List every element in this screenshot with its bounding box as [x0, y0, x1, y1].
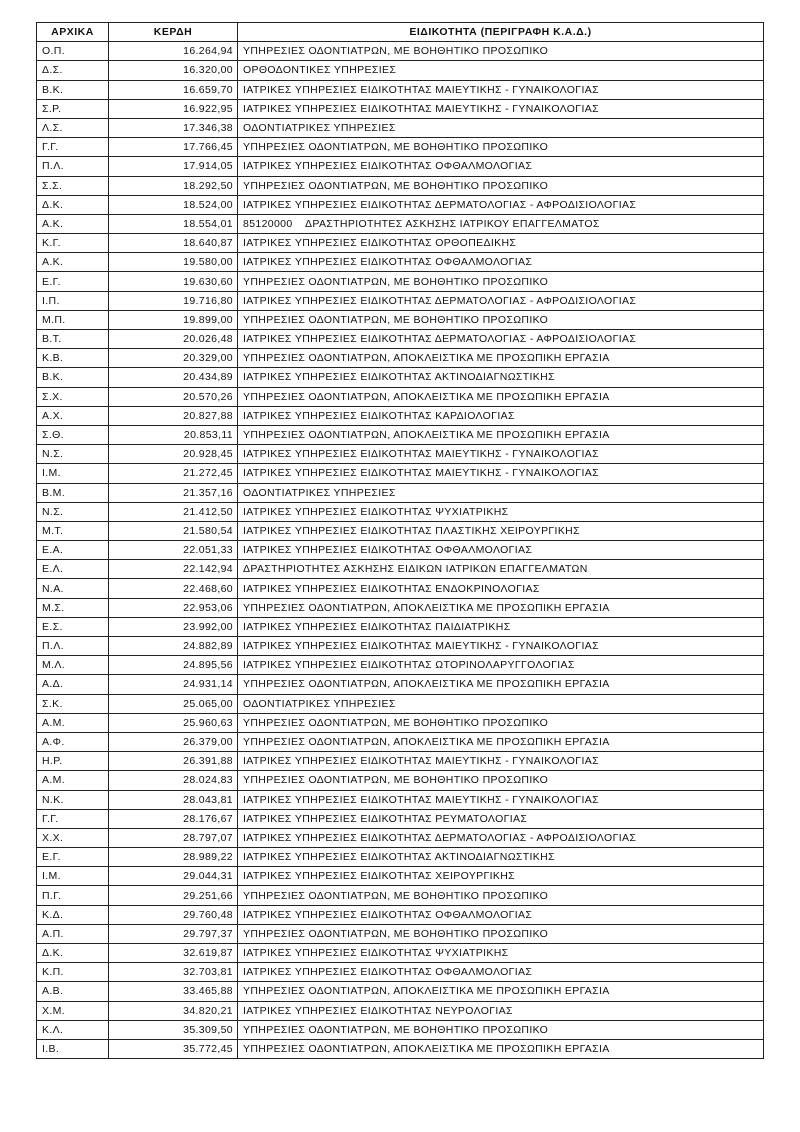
table-row — [37, 272, 764, 291]
table-row — [37, 771, 764, 790]
table-row — [37, 1020, 764, 1039]
specialty-cell: ΥΠΗΡΕΣΙΕΣ ΟΔΟΝΤΙΑΤΡΩΝ, ΜΕ ΒΟΗΘΗΤΙΚΟ ΠΡΟΣΩΠΙΚΟ — [238, 272, 764, 291]
earnings-cell: 19.716,80 — [109, 291, 238, 310]
specialty-cell: ΙΑΤΡΙΚΕΣ ΥΠΗΡΕΣΙΕΣ ΕΙΔΙΚΟΤΗΤΑΣ ΜΑΙΕΥΤΙΚΗΣ - ΓΥΝΑΙΚΟΛΟΓΙΑΣ — [238, 99, 764, 118]
earnings-cell: 16.320,00 — [109, 61, 238, 80]
specialty-cell: ΙΑΤΡΙΚΕΣ ΥΠΗΡΕΣΙΕΣ ΕΙΔΙΚΟΤΗΤΑΣ ΝΕΥΡΟΛΟΓΙΑΣ — [238, 1001, 764, 1020]
earnings-cell: 16.922,95 — [109, 99, 238, 118]
earnings-cell: 22.051,33 — [109, 541, 238, 560]
initials-cell: Σ.Κ. — [37, 694, 109, 713]
initials-cell: Α.Δ. — [37, 675, 109, 694]
initials-cell: Ι.Μ. — [37, 464, 109, 483]
initials-cell: Α.Κ. — [37, 214, 109, 233]
table-row — [37, 214, 764, 233]
specialty-cell: ΙΑΤΡΙΚΕΣ ΥΠΗΡΕΣΙΕΣ ΕΙΔΙΚΟΤΗΤΑΣ ΕΝΔΟΚΡΙΝΟΛΟΓΙΑΣ — [238, 579, 764, 598]
specialty-cell: ΥΠΗΡΕΣΙΕΣ ΟΔΟΝΤΙΑΤΡΩΝ, ΑΠΟΚΛΕΙΣΤΙΚΑ ΜΕ ΠΡΟΣΩΠΙΚΗ ΕΡΓΑΣΙΑ — [238, 732, 764, 751]
specialty-cell: ΥΠΗΡΕΣΙΕΣ ΟΔΟΝΤΙΑΤΡΩΝ, ΜΕ ΒΟΗΘΗΤΙΚΟ ΠΡΟΣΩΠΙΚΟ — [238, 42, 764, 61]
table-row — [37, 656, 764, 675]
table-row — [37, 560, 764, 579]
initials-cell: Σ.Θ. — [37, 425, 109, 444]
initials-cell: Σ.Σ. — [37, 176, 109, 195]
earnings-cell: 20.853,11 — [109, 425, 238, 444]
table-row — [37, 675, 764, 694]
table-row — [37, 637, 764, 656]
earnings-cell: 18.640,87 — [109, 234, 238, 253]
specialty-cell: ΙΑΤΡΙΚΕΣ ΥΠΗΡΕΣΙΕΣ ΕΙΔΙΚΟΤΗΤΑΣ ΟΦΘΑΛΜΟΛΟΓΙΑΣ — [238, 963, 764, 982]
initials-cell: Γ.Γ. — [37, 138, 109, 157]
earnings-cell: 20.329,00 — [109, 349, 238, 368]
initials-cell: Ν.Σ. — [37, 445, 109, 464]
earnings-cell: 17.914,05 — [109, 157, 238, 176]
initials-cell: Α.Φ. — [37, 732, 109, 751]
table-row — [37, 330, 764, 349]
table-row — [37, 790, 764, 809]
earnings-cell: 19.630,60 — [109, 272, 238, 291]
initials-cell: Α.Π. — [37, 924, 109, 943]
initials-cell: Ι.Π. — [37, 291, 109, 310]
initials-cell: Μ.Π. — [37, 310, 109, 329]
table-row — [37, 809, 764, 828]
specialty-cell: ΙΑΤΡΙΚΕΣ ΥΠΗΡΕΣΙΕΣ ΕΙΔΙΚΟΤΗΤΑΣ ΠΛΑΣΤΙΚΗΣ ΧΕΙΡΟΥΡΓΙΚΗΣ — [238, 521, 764, 540]
specialty-cell: ΥΠΗΡΕΣΙΕΣ ΟΔΟΝΤΙΑΤΡΩΝ, ΜΕ ΒΟΗΘΗΤΙΚΟ ΠΡΟΣΩΠΙΚΟ — [238, 310, 764, 329]
specialty-cell: 85120000 ΔΡΑΣΤΗΡΙΟΤΗΤΕΣ ΑΣΚΗΣΗΣ ΙΑΤΡΙΚΟΥ ΕΠΑΓΓΕΛΜΑΤΟΣ — [238, 214, 764, 233]
table-row — [37, 848, 764, 867]
earnings-cell: 28.043,81 — [109, 790, 238, 809]
table-row — [37, 752, 764, 771]
initials-cell: Β.Κ. — [37, 368, 109, 387]
initials-cell: Ν.Α. — [37, 579, 109, 598]
earnings-cell: 17.346,38 — [109, 118, 238, 137]
earnings-cell: 21.580,54 — [109, 521, 238, 540]
earnings-cell: 25.065,00 — [109, 694, 238, 713]
earnings-cell: 20.928,45 — [109, 445, 238, 464]
earnings-cell: 32.703,81 — [109, 963, 238, 982]
specialty-cell: ΙΑΤΡΙΚΕΣ ΥΠΗΡΕΣΙΕΣ ΕΙΔΙΚΟΤΗΤΑΣ ΔΕΡΜΑΤΟΛΟΓΙΑΣ - ΑΦΡΟΔΙΣΙΟΛΟΓΙΑΣ — [238, 291, 764, 310]
earnings-cell: 28.024,83 — [109, 771, 238, 790]
earnings-cell: 28.797,07 — [109, 828, 238, 847]
table-row — [37, 425, 764, 444]
specialty-cell: ΔΡΑΣΤΗΡΙΟΤΗΤΕΣ ΑΣΚΗΣΗΣ ΕΙΔΙΚΩΝ ΙΑΤΡΙΚΩΝ ΕΠΑΓΓΕΛΜΑΤΩΝ — [238, 560, 764, 579]
earnings-cell: 28.176,67 — [109, 809, 238, 828]
specialty-cell: ΙΑΤΡΙΚΕΣ ΥΠΗΡΕΣΙΕΣ ΕΙΔΙΚΟΤΗΤΑΣ ΨΥΧΙΑΤΡΙΚΗΣ — [238, 944, 764, 963]
table-row — [37, 118, 764, 137]
specialty-cell: ΟΡΘΟΔΟΝΤΙΚΕΣ ΥΠΗΡΕΣΙΕΣ — [238, 61, 764, 80]
specialty-cell: ΙΑΤΡΙΚΕΣ ΥΠΗΡΕΣΙΕΣ ΕΙΔΙΚΟΤΗΤΑΣ ΑΚΤΙΝΟΔΙΑΓΝΩΣΤΙΚΗΣ — [238, 368, 764, 387]
initials-cell: Ν.Σ. — [37, 502, 109, 521]
column-header-initials: ΑΡΧΙΚΑ — [37, 23, 109, 42]
initials-cell: Α.Χ. — [37, 406, 109, 425]
table-row — [37, 694, 764, 713]
initials-cell: Δ.Κ. — [37, 195, 109, 214]
earnings-cell: 19.580,00 — [109, 253, 238, 272]
table-row — [37, 905, 764, 924]
table-row — [37, 483, 764, 502]
initials-cell: Ι.Β. — [37, 1039, 109, 1058]
specialty-cell: ΙΑΤΡΙΚΕΣ ΥΠΗΡΕΣΙΕΣ ΕΙΔΙΚΟΤΗΤΑΣ ΡΕΥΜΑΤΟΛΟΓΙΑΣ — [238, 809, 764, 828]
initials-cell: Ε.Γ. — [37, 272, 109, 291]
initials-cell: Α.Μ. — [37, 771, 109, 790]
earnings-cell: 22.468,60 — [109, 579, 238, 598]
document-page — [36, 22, 763, 1059]
earnings-cell: 20.570,26 — [109, 387, 238, 406]
initials-cell: Α.Κ. — [37, 253, 109, 272]
earnings-cell: 23.992,00 — [109, 617, 238, 636]
initials-cell: Β.Κ. — [37, 80, 109, 99]
table-row — [37, 157, 764, 176]
earnings-cell: 18.292,50 — [109, 176, 238, 195]
earnings-cell: 18.554,01 — [109, 214, 238, 233]
table-row — [37, 310, 764, 329]
initials-cell: Π.Γ. — [37, 886, 109, 905]
initials-cell: Λ.Σ. — [37, 118, 109, 137]
table-header — [37, 23, 764, 42]
initials-cell: Ε.Λ. — [37, 560, 109, 579]
specialty-cell: ΥΠΗΡΕΣΙΕΣ ΟΔΟΝΤΙΑΤΡΩΝ, ΜΕ ΒΟΗΘΗΤΙΚΟ ΠΡΟΣΩΠΙΚΟ — [238, 1020, 764, 1039]
specialty-cell: ΙΑΤΡΙΚΕΣ ΥΠΗΡΕΣΙΕΣ ΕΙΔΙΚΟΤΗΤΑΣ ΟΦΘΑΛΜΟΛΟΓΙΑΣ — [238, 253, 764, 272]
specialty-cell: ΥΠΗΡΕΣΙΕΣ ΟΔΟΝΤΙΑΤΡΩΝ, ΜΕ ΒΟΗΘΗΤΙΚΟ ΠΡΟΣΩΠΙΚΟ — [238, 771, 764, 790]
specialty-cell: ΙΑΤΡΙΚΕΣ ΥΠΗΡΕΣΙΕΣ ΕΙΔΙΚΟΤΗΤΑΣ ΔΕΡΜΑΤΟΛΟΓΙΑΣ - ΑΦΡΟΔΙΣΙΟΛΟΓΙΑΣ — [238, 195, 764, 214]
initials-cell: Μ.Σ. — [37, 598, 109, 617]
specialty-cell: ΙΑΤΡΙΚΕΣ ΥΠΗΡΕΣΙΕΣ ΕΙΔΙΚΟΤΗΤΑΣ ΩΤΟΡΙΝΟΛΑΡΥΓΓΟΛΟΓΙΑΣ — [238, 656, 764, 675]
earnings-cell: 16.659,70 — [109, 80, 238, 99]
specialty-cell: ΙΑΤΡΙΚΕΣ ΥΠΗΡΕΣΙΕΣ ΕΙΔΙΚΟΤΗΤΑΣ ΔΕΡΜΑΤΟΛΟΓΙΑΣ - ΑΦΡΟΔΙΣΙΟΛΟΓΙΑΣ — [238, 828, 764, 847]
initials-cell: Π.Λ. — [37, 637, 109, 656]
earnings-cell: 29.044,31 — [109, 867, 238, 886]
initials-cell: Σ.Χ. — [37, 387, 109, 406]
table-row — [37, 1039, 764, 1058]
earnings-cell: 22.142,94 — [109, 560, 238, 579]
initials-cell: Α.Β. — [37, 982, 109, 1001]
table-row — [37, 1001, 764, 1020]
specialty-cell: ΟΔΟΝΤΙΑΤΡΙΚΕΣ ΥΠΗΡΕΣΙΕΣ — [238, 694, 764, 713]
specialty-cell: ΥΠΗΡΕΣΙΕΣ ΟΔΟΝΤΙΑΤΡΩΝ, ΑΠΟΚΛΕΙΣΤΙΚΑ ΜΕ ΠΡΟΣΩΠΙΚΗ ΕΡΓΑΣΙΑ — [238, 1039, 764, 1058]
table-row — [37, 867, 764, 886]
earnings-cell: 28.989,22 — [109, 848, 238, 867]
table-row — [37, 713, 764, 732]
table-row — [37, 445, 764, 464]
initials-cell: Κ.Λ. — [37, 1020, 109, 1039]
initials-cell: Ε.Α. — [37, 541, 109, 560]
initials-cell: Μ.Τ. — [37, 521, 109, 540]
earnings-cell: 29.760,48 — [109, 905, 238, 924]
specialty-cell: ΙΑΤΡΙΚΕΣ ΥΠΗΡΕΣΙΕΣ ΕΙΔΙΚΟΤΗΤΑΣ ΜΑΙΕΥΤΙΚΗΣ - ΓΥΝΑΙΚΟΛΟΓΙΑΣ — [238, 752, 764, 771]
table-row — [37, 521, 764, 540]
specialty-cell: ΙΑΤΡΙΚΕΣ ΥΠΗΡΕΣΙΕΣ ΕΙΔΙΚΟΤΗΤΑΣ ΔΕΡΜΑΤΟΛΟΓΙΑΣ - ΑΦΡΟΔΙΣΙΟΛΟΓΙΑΣ — [238, 330, 764, 349]
specialty-cell: ΥΠΗΡΕΣΙΕΣ ΟΔΟΝΤΙΑΤΡΩΝ, ΜΕ ΒΟΗΘΗΤΙΚΟ ΠΡΟΣΩΠΙΚΟ — [238, 924, 764, 943]
specialty-cell: ΥΠΗΡΕΣΙΕΣ ΟΔΟΝΤΙΑΤΡΩΝ, ΜΕ ΒΟΗΘΗΤΙΚΟ ΠΡΟΣΩΠΙΚΟ — [238, 713, 764, 732]
earnings-cell: 21.412,50 — [109, 502, 238, 521]
initials-cell: Δ.Κ. — [37, 944, 109, 963]
earnings-cell: 35.309,50 — [109, 1020, 238, 1039]
initials-cell: Β.Μ. — [37, 483, 109, 502]
specialty-cell: ΥΠΗΡΕΣΙΕΣ ΟΔΟΝΤΙΑΤΡΩΝ, ΑΠΟΚΛΕΙΣΤΙΚΑ ΜΕ ΠΡΟΣΩΠΙΚΗ ΕΡΓΑΣΙΑ — [238, 387, 764, 406]
column-header-specialty: ΕΙΔΙΚΟΤΗΤΑ (ΠΕΡΙΓΡΑΦΗ Κ.Α.Δ.) — [238, 23, 764, 42]
specialty-cell: ΙΑΤΡΙΚΕΣ ΥΠΗΡΕΣΙΕΣ ΕΙΔΙΚΟΤΗΤΑΣ ΠΑΙΔΙΑΤΡΙΚΗΣ — [238, 617, 764, 636]
table-row — [37, 732, 764, 751]
earnings-cell: 24.882,89 — [109, 637, 238, 656]
specialty-cell: ΙΑΤΡΙΚΕΣ ΥΠΗΡΕΣΙΕΣ ΕΙΔΙΚΟΤΗΤΑΣ ΑΚΤΙΝΟΔΙΑΓΝΩΣΤΙΚΗΣ — [238, 848, 764, 867]
initials-cell: Ι.Μ. — [37, 867, 109, 886]
earnings-cell: 22.953,06 — [109, 598, 238, 617]
specialty-cell: ΙΑΤΡΙΚΕΣ ΥΠΗΡΕΣΙΕΣ ΕΙΔΙΚΟΤΗΤΑΣ ΟΦΘΑΛΜΟΛΟΓΙΑΣ — [238, 905, 764, 924]
specialty-cell: ΙΑΤΡΙΚΕΣ ΥΠΗΡΕΣΙΕΣ ΕΙΔΙΚΟΤΗΤΑΣ ΚΑΡΔΙΟΛΟΓΙΑΣ — [238, 406, 764, 425]
initials-cell: Χ.Χ. — [37, 828, 109, 847]
table-row — [37, 253, 764, 272]
earnings-cell: 35.772,45 — [109, 1039, 238, 1058]
earnings-cell: 24.895,56 — [109, 656, 238, 675]
specialty-cell: ΟΔΟΝΤΙΑΤΡΙΚΕΣ ΥΠΗΡΕΣΙΕΣ — [238, 483, 764, 502]
initials-cell: Ε.Γ. — [37, 848, 109, 867]
initials-cell: Κ.Π. — [37, 963, 109, 982]
initials-cell: Κ.Γ. — [37, 234, 109, 253]
table-row — [37, 234, 764, 253]
table-row — [37, 617, 764, 636]
earnings-cell: 20.827,88 — [109, 406, 238, 425]
initials-cell: Γ.Γ. — [37, 809, 109, 828]
earnings-cell: 29.797,37 — [109, 924, 238, 943]
table-row — [37, 176, 764, 195]
specialty-cell: ΥΠΗΡΕΣΙΕΣ ΟΔΟΝΤΙΑΤΡΩΝ, ΑΠΟΚΛΕΙΣΤΙΚΑ ΜΕ ΠΡΟΣΩΠΙΚΗ ΕΡΓΑΣΙΑ — [238, 982, 764, 1001]
table-row — [37, 541, 764, 560]
specialty-cell: ΥΠΗΡΕΣΙΕΣ ΟΔΟΝΤΙΑΤΡΩΝ, ΑΠΟΚΛΕΙΣΤΙΚΑ ΜΕ ΠΡΟΣΩΠΙΚΗ ΕΡΓΑΣΙΑ — [238, 675, 764, 694]
table-row — [37, 598, 764, 617]
specialty-cell: ΙΑΤΡΙΚΕΣ ΥΠΗΡΕΣΙΕΣ ΕΙΔΙΚΟΤΗΤΑΣ ΧΕΙΡΟΥΡΓΙΚΗΣ — [238, 867, 764, 886]
earnings-cell: 33.465,88 — [109, 982, 238, 1001]
table-row — [37, 406, 764, 425]
specialty-cell: ΙΑΤΡΙΚΕΣ ΥΠΗΡΕΣΙΕΣ ΕΙΔΙΚΟΤΗΤΑΣ ΜΑΙΕΥΤΙΚΗΣ - ΓΥΝΑΙΚΟΛΟΓΙΑΣ — [238, 464, 764, 483]
table-row — [37, 502, 764, 521]
specialty-cell: ΥΠΗΡΕΣΙΕΣ ΟΔΟΝΤΙΑΤΡΩΝ, ΑΠΟΚΛΕΙΣΤΙΚΑ ΜΕ ΠΡΟΣΩΠΙΚΗ ΕΡΓΑΣΙΑ — [238, 349, 764, 368]
initials-cell: Β.Τ. — [37, 330, 109, 349]
specialty-cell: ΥΠΗΡΕΣΙΕΣ ΟΔΟΝΤΙΑΤΡΩΝ, ΑΠΟΚΛΕΙΣΤΙΚΑ ΜΕ ΠΡΟΣΩΠΙΚΗ ΕΡΓΑΣΙΑ — [238, 425, 764, 444]
earnings-cell: 25.960,63 — [109, 713, 238, 732]
initials-cell: Π.Λ. — [37, 157, 109, 176]
initials-cell: Κ.Β. — [37, 349, 109, 368]
initials-cell: Δ.Σ. — [37, 61, 109, 80]
initials-cell: Χ.Μ. — [37, 1001, 109, 1020]
table-row — [37, 349, 764, 368]
specialty-cell: ΥΠΗΡΕΣΙΕΣ ΟΔΟΝΤΙΑΤΡΩΝ, ΜΕ ΒΟΗΘΗΤΙΚΟ ΠΡΟΣΩΠΙΚΟ — [238, 176, 764, 195]
earnings-cell: 20.434,89 — [109, 368, 238, 387]
initials-cell: Μ.Λ. — [37, 656, 109, 675]
specialty-cell: ΙΑΤΡΙΚΕΣ ΥΠΗΡΕΣΙΕΣ ΕΙΔΙΚΟΤΗΤΑΣ ΜΑΙΕΥΤΙΚΗΣ - ΓΥΝΑΙΚΟΛΟΓΙΑΣ — [238, 80, 764, 99]
earnings-cell: 16.264,94 — [109, 42, 238, 61]
earnings-cell: 29.251,66 — [109, 886, 238, 905]
specialty-cell: ΙΑΤΡΙΚΕΣ ΥΠΗΡΕΣΙΕΣ ΕΙΔΙΚΟΤΗΤΑΣ ΨΥΧΙΑΤΡΙΚΗΣ — [238, 502, 764, 521]
initials-cell: Ο.Π. — [37, 42, 109, 61]
initials-cell: Α.Μ. — [37, 713, 109, 732]
specialty-cell: ΟΔΟΝΤΙΑΤΡΙΚΕΣ ΥΠΗΡΕΣΙΕΣ — [238, 118, 764, 137]
specialty-cell: ΙΑΤΡΙΚΕΣ ΥΠΗΡΕΣΙΕΣ ΕΙΔΙΚΟΤΗΤΑΣ ΜΑΙΕΥΤΙΚΗΣ - ΓΥΝΑΙΚΟΛΟΓΙΑΣ — [238, 445, 764, 464]
initials-cell: Η.Ρ. — [37, 752, 109, 771]
table-row — [37, 291, 764, 310]
table-row — [37, 464, 764, 483]
table-row — [37, 886, 764, 905]
table-body — [37, 42, 764, 1059]
table-row — [37, 924, 764, 943]
earnings-cell: 34.820,21 — [109, 1001, 238, 1020]
specialty-cell: ΙΑΤΡΙΚΕΣ ΥΠΗΡΕΣΙΕΣ ΕΙΔΙΚΟΤΗΤΑΣ ΟΦΘΑΛΜΟΛΟΓΙΑΣ — [238, 541, 764, 560]
earnings-cell: 32.619,87 — [109, 944, 238, 963]
earnings-cell: 24.931,14 — [109, 675, 238, 694]
initials-cell: Σ.Ρ. — [37, 99, 109, 118]
earnings-cell: 18.524,00 — [109, 195, 238, 214]
earnings-cell: 21.357,16 — [109, 483, 238, 502]
earnings-cell: 26.391,88 — [109, 752, 238, 771]
table-row — [37, 387, 764, 406]
initials-cell: Ν.Κ. — [37, 790, 109, 809]
table-row — [37, 368, 764, 387]
column-header-earnings: ΚΕΡΔΗ — [109, 23, 238, 42]
earnings-table — [36, 22, 764, 1059]
table-row — [37, 42, 764, 61]
earnings-cell: 21.272,45 — [109, 464, 238, 483]
table-row — [37, 579, 764, 598]
header-row — [37, 23, 764, 42]
table-row — [37, 80, 764, 99]
specialty-cell: ΙΑΤΡΙΚΕΣ ΥΠΗΡΕΣΙΕΣ ΕΙΔΙΚΟΤΗΤΑΣ ΟΡΘΟΠΕΔΙΚΗΣ — [238, 234, 764, 253]
initials-cell: Ε.Σ. — [37, 617, 109, 636]
table-row — [37, 138, 764, 157]
specialty-cell: ΙΑΤΡΙΚΕΣ ΥΠΗΡΕΣΙΕΣ ΕΙΔΙΚΟΤΗΤΑΣ ΟΦΘΑΛΜΟΛΟΓΙΑΣ — [238, 157, 764, 176]
table-row — [37, 99, 764, 118]
earnings-cell: 26.379,00 — [109, 732, 238, 751]
table-row — [37, 195, 764, 214]
table-row — [37, 61, 764, 80]
earnings-cell: 17.766,45 — [109, 138, 238, 157]
earnings-cell: 19.899,00 — [109, 310, 238, 329]
specialty-cell: ΥΠΗΡΕΣΙΕΣ ΟΔΟΝΤΙΑΤΡΩΝ, ΜΕ ΒΟΗΘΗΤΙΚΟ ΠΡΟΣΩΠΙΚΟ — [238, 138, 764, 157]
table-row — [37, 944, 764, 963]
specialty-cell: ΥΠΗΡΕΣΙΕΣ ΟΔΟΝΤΙΑΤΡΩΝ, ΑΠΟΚΛΕΙΣΤΙΚΑ ΜΕ ΠΡΟΣΩΠΙΚΗ ΕΡΓΑΣΙΑ — [238, 598, 764, 617]
table-row — [37, 963, 764, 982]
table-row — [37, 828, 764, 847]
earnings-cell: 20.026,48 — [109, 330, 238, 349]
specialty-cell: ΥΠΗΡΕΣΙΕΣ ΟΔΟΝΤΙΑΤΡΩΝ, ΜΕ ΒΟΗΘΗΤΙΚΟ ΠΡΟΣΩΠΙΚΟ — [238, 886, 764, 905]
specialty-cell: ΙΑΤΡΙΚΕΣ ΥΠΗΡΕΣΙΕΣ ΕΙΔΙΚΟΤΗΤΑΣ ΜΑΙΕΥΤΙΚΗΣ - ΓΥΝΑΙΚΟΛΟΓΙΑΣ — [238, 637, 764, 656]
specialty-cell: ΙΑΤΡΙΚΕΣ ΥΠΗΡΕΣΙΕΣ ΕΙΔΙΚΟΤΗΤΑΣ ΜΑΙΕΥΤΙΚΗΣ - ΓΥΝΑΙΚΟΛΟΓΙΑΣ — [238, 790, 764, 809]
table-row — [37, 982, 764, 1001]
initials-cell: Κ.Δ. — [37, 905, 109, 924]
